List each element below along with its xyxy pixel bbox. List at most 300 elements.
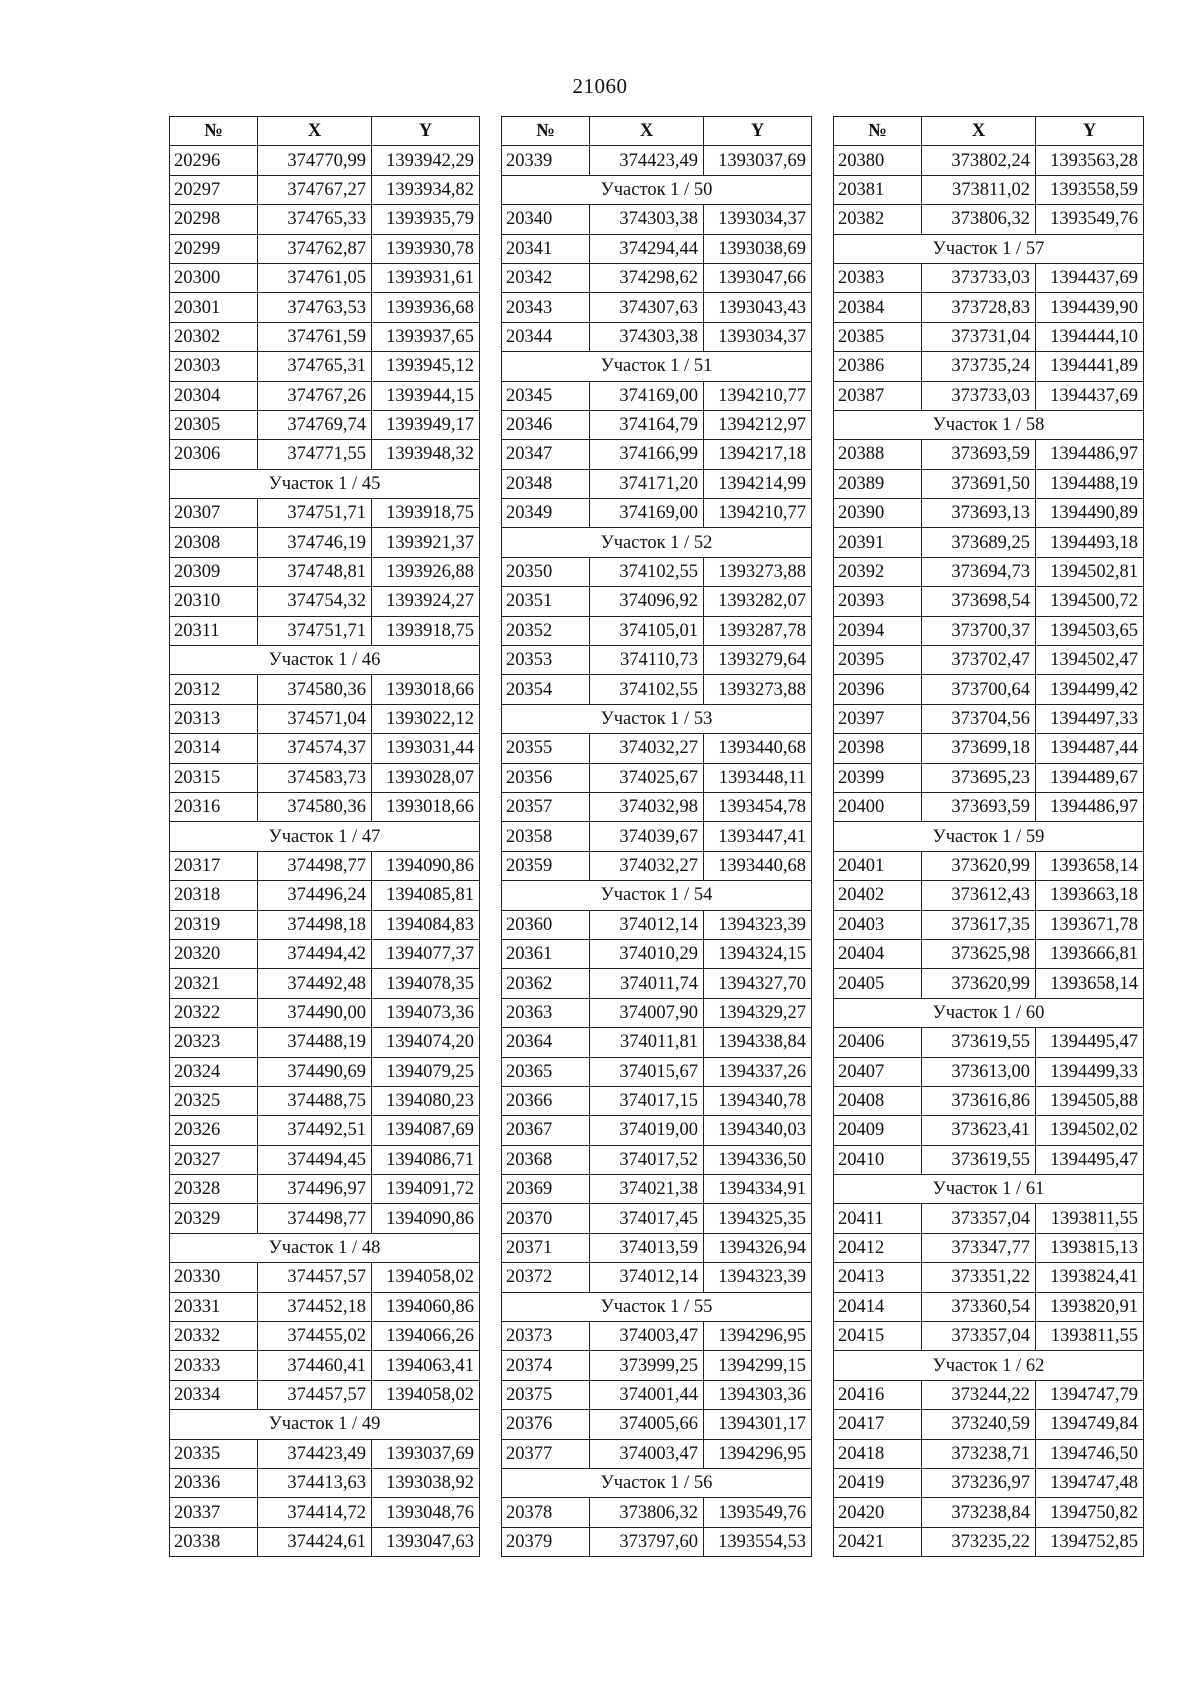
point-number: 20311 <box>170 616 258 645</box>
x-coordinate: 374574,37 <box>258 734 372 763</box>
table-row <box>502 675 812 704</box>
y-coordinate: 1394325,35 <box>704 1204 812 1233</box>
x-coordinate: 374496,97 <box>258 1175 372 1204</box>
point-number: 20330 <box>170 1263 258 1292</box>
header-y: Y <box>1036 117 1144 146</box>
point-number: 20371 <box>502 1233 590 1262</box>
x-coordinate: 374490,69 <box>258 1057 372 1086</box>
y-coordinate: 1393558,59 <box>1036 175 1144 204</box>
y-coordinate: 1394340,03 <box>704 1116 812 1145</box>
point-number: 20353 <box>502 646 590 675</box>
table-header-row <box>834 117 1144 146</box>
table-row <box>170 734 480 763</box>
point-number: 20384 <box>834 293 922 322</box>
plot-section-row <box>502 881 812 910</box>
point-number: 20416 <box>834 1380 922 1409</box>
x-coordinate: 374169,00 <box>590 381 704 410</box>
point-number: 20409 <box>834 1116 922 1145</box>
plot-section-row <box>502 1292 812 1321</box>
plot-section-row <box>502 704 812 733</box>
y-coordinate: 1394086,71 <box>372 1145 480 1174</box>
x-coordinate: 373693,59 <box>922 792 1036 821</box>
table-row <box>170 675 480 704</box>
y-coordinate: 1394337,26 <box>704 1057 812 1086</box>
x-coordinate: 373704,56 <box>922 704 1036 733</box>
point-number: 20368 <box>502 1145 590 1174</box>
y-coordinate: 1393820,91 <box>1036 1292 1144 1321</box>
plot-label: Участок 1 / 61 <box>834 1175 1144 1204</box>
table-body <box>502 146 812 1557</box>
table-row <box>502 146 812 175</box>
header-x: X <box>590 117 704 146</box>
table-row <box>170 969 480 998</box>
point-number: 20410 <box>834 1145 922 1174</box>
point-number: 20413 <box>834 1263 922 1292</box>
point-number: 20356 <box>502 763 590 792</box>
x-coordinate: 374488,75 <box>258 1086 372 1115</box>
y-coordinate: 1393037,69 <box>372 1439 480 1468</box>
point-number: 20302 <box>170 322 258 351</box>
table-row <box>170 1468 480 1497</box>
plot-section-row <box>834 234 1144 263</box>
table-row <box>170 998 480 1027</box>
plot-section-row <box>834 998 1144 1027</box>
table-row <box>834 557 1144 586</box>
point-number: 20331 <box>170 1292 258 1321</box>
y-coordinate: 1394210,77 <box>704 381 812 410</box>
table-row <box>502 1116 812 1145</box>
x-coordinate: 374746,19 <box>258 528 372 557</box>
y-coordinate: 1394323,39 <box>704 1263 812 1292</box>
y-coordinate: 1393447,41 <box>704 822 812 851</box>
point-number: 20375 <box>502 1380 590 1409</box>
y-coordinate: 1393038,92 <box>372 1468 480 1497</box>
table-row <box>170 1527 480 1556</box>
point-number: 20389 <box>834 469 922 498</box>
x-coordinate: 374096,92 <box>590 587 704 616</box>
y-coordinate: 1394750,82 <box>1036 1498 1144 1527</box>
table-row <box>170 1028 480 1057</box>
x-coordinate: 374571,04 <box>258 704 372 733</box>
point-number: 20349 <box>502 499 590 528</box>
point-number: 20341 <box>502 234 590 263</box>
x-coordinate: 374771,55 <box>258 440 372 469</box>
x-coordinate: 373806,32 <box>590 1498 704 1527</box>
x-coordinate: 373702,47 <box>922 646 1036 675</box>
point-number: 20319 <box>170 910 258 939</box>
table-row <box>502 1175 812 1204</box>
table-row <box>834 1322 1144 1351</box>
point-number: 20361 <box>502 939 590 968</box>
x-coordinate: 374021,38 <box>590 1175 704 1204</box>
y-coordinate: 1393549,76 <box>704 1498 812 1527</box>
point-number: 20301 <box>170 293 258 322</box>
x-coordinate: 374767,27 <box>258 175 372 204</box>
point-number: 20342 <box>502 263 590 292</box>
y-coordinate: 1394324,15 <box>704 939 812 968</box>
x-coordinate: 374010,29 <box>590 939 704 968</box>
table-row <box>170 205 480 234</box>
point-number: 20296 <box>170 146 258 175</box>
y-coordinate: 1393934,82 <box>372 175 480 204</box>
table-row <box>170 528 480 557</box>
x-coordinate: 374762,87 <box>258 234 372 263</box>
y-coordinate: 1394060,86 <box>372 1292 480 1321</box>
x-coordinate: 374013,59 <box>590 1233 704 1262</box>
x-coordinate: 373700,64 <box>922 675 1036 704</box>
y-coordinate: 1393037,69 <box>704 146 812 175</box>
y-coordinate: 1393930,78 <box>372 234 480 263</box>
x-coordinate: 373616,86 <box>922 1086 1036 1115</box>
y-coordinate: 1394085,81 <box>372 881 480 910</box>
table-row <box>834 352 1144 381</box>
table-row <box>170 234 480 263</box>
table-row <box>502 792 812 821</box>
y-coordinate: 1394487,44 <box>1036 734 1144 763</box>
x-coordinate: 373693,13 <box>922 499 1036 528</box>
table-row <box>502 763 812 792</box>
table-row <box>502 969 812 998</box>
table-row <box>834 763 1144 792</box>
x-coordinate: 373619,55 <box>922 1028 1036 1057</box>
y-coordinate: 1394301,17 <box>704 1410 812 1439</box>
table-row <box>170 704 480 733</box>
x-coordinate: 374488,19 <box>258 1028 372 1057</box>
table-row <box>502 322 812 351</box>
y-coordinate: 1393279,64 <box>704 646 812 675</box>
x-coordinate: 373236,97 <box>922 1468 1036 1497</box>
y-coordinate: 1394296,95 <box>704 1322 812 1351</box>
x-coordinate: 374424,61 <box>258 1527 372 1556</box>
table-row <box>502 1527 812 1556</box>
table-row <box>170 557 480 586</box>
plot-section-row <box>834 822 1144 851</box>
table-row <box>170 792 480 821</box>
x-coordinate: 374767,26 <box>258 381 372 410</box>
table-row <box>834 851 1144 880</box>
table-row <box>834 381 1144 410</box>
point-number: 20415 <box>834 1322 922 1351</box>
point-number: 20336 <box>170 1468 258 1497</box>
plot-label: Участок 1 / 60 <box>834 998 1144 1027</box>
table-row <box>502 1351 812 1380</box>
table-row <box>502 646 812 675</box>
header-number: № <box>502 117 590 146</box>
point-number: 20332 <box>170 1322 258 1351</box>
table-row <box>170 1380 480 1409</box>
x-coordinate: 374001,44 <box>590 1380 704 1409</box>
coordinates-table-2 <box>501 116 812 1557</box>
y-coordinate: 1394090,86 <box>372 851 480 880</box>
x-coordinate: 373240,59 <box>922 1410 1036 1439</box>
table-row <box>502 1145 812 1174</box>
y-coordinate: 1393936,68 <box>372 293 480 322</box>
y-coordinate: 1394747,79 <box>1036 1380 1144 1409</box>
table-row <box>170 293 480 322</box>
x-coordinate: 374423,49 <box>590 146 704 175</box>
point-number: 20403 <box>834 910 922 939</box>
x-coordinate: 374005,66 <box>590 1410 704 1439</box>
x-coordinate: 373617,35 <box>922 910 1036 939</box>
x-coordinate: 373700,37 <box>922 616 1036 645</box>
point-number: 20326 <box>170 1116 258 1145</box>
x-coordinate: 373698,54 <box>922 587 1036 616</box>
table-row <box>834 1410 1144 1439</box>
point-number: 20348 <box>502 469 590 498</box>
x-coordinate: 374003,47 <box>590 1322 704 1351</box>
table-row <box>834 263 1144 292</box>
x-coordinate: 374102,55 <box>590 557 704 586</box>
table-row <box>170 881 480 910</box>
y-coordinate: 1394326,94 <box>704 1233 812 1262</box>
table-row <box>502 616 812 645</box>
table-row <box>834 1057 1144 1086</box>
table-body <box>834 146 1144 1557</box>
y-coordinate: 1394091,72 <box>372 1175 480 1204</box>
point-number: 20351 <box>502 587 590 616</box>
point-number: 20379 <box>502 1527 590 1556</box>
table-row <box>170 1351 480 1380</box>
table-row <box>170 763 480 792</box>
point-number: 20308 <box>170 528 258 557</box>
point-number: 20321 <box>170 969 258 998</box>
y-coordinate: 1394296,95 <box>704 1439 812 1468</box>
x-coordinate: 374457,57 <box>258 1263 372 1292</box>
point-number: 20381 <box>834 175 922 204</box>
point-number: 20299 <box>170 234 258 263</box>
table-row <box>170 939 480 968</box>
plot-label: Участок 1 / 50 <box>502 175 812 204</box>
x-coordinate: 374765,31 <box>258 352 372 381</box>
x-coordinate: 373235,22 <box>922 1527 1036 1556</box>
point-number: 20382 <box>834 205 922 234</box>
x-coordinate: 373613,00 <box>922 1057 1036 1086</box>
x-coordinate: 374414,72 <box>258 1498 372 1527</box>
point-number: 20393 <box>834 587 922 616</box>
point-number: 20350 <box>502 557 590 586</box>
coordinates-table-3 <box>833 116 1144 1557</box>
point-number: 20421 <box>834 1527 922 1556</box>
table-row <box>834 1086 1144 1115</box>
point-number: 20400 <box>834 792 922 821</box>
point-number: 20324 <box>170 1057 258 1086</box>
table-row <box>834 704 1144 733</box>
plot-section-row <box>834 1175 1144 1204</box>
y-coordinate: 1394499,33 <box>1036 1057 1144 1086</box>
point-number: 20304 <box>170 381 258 410</box>
header-y: Y <box>372 117 480 146</box>
point-number: 20325 <box>170 1086 258 1115</box>
x-coordinate: 373728,83 <box>922 293 1036 322</box>
x-coordinate: 374011,74 <box>590 969 704 998</box>
x-coordinate: 373735,24 <box>922 352 1036 381</box>
y-coordinate: 1394752,85 <box>1036 1527 1144 1556</box>
point-number: 20406 <box>834 1028 922 1057</box>
x-coordinate: 373733,03 <box>922 381 1036 410</box>
table-row <box>834 969 1144 998</box>
point-number: 20380 <box>834 146 922 175</box>
y-coordinate: 1393942,29 <box>372 146 480 175</box>
point-number: 20334 <box>170 1380 258 1409</box>
point-number: 20377 <box>502 1439 590 1468</box>
point-number: 20347 <box>502 440 590 469</box>
y-coordinate: 1394299,15 <box>704 1351 812 1380</box>
x-coordinate: 373238,71 <box>922 1439 1036 1468</box>
point-number: 20370 <box>502 1204 590 1233</box>
table-row <box>834 440 1144 469</box>
table-row <box>170 322 480 351</box>
table-row <box>834 881 1144 910</box>
y-coordinate: 1393273,88 <box>704 675 812 704</box>
point-number: 20395 <box>834 646 922 675</box>
y-coordinate: 1394503,65 <box>1036 616 1144 645</box>
x-coordinate: 374105,01 <box>590 616 704 645</box>
point-number: 20315 <box>170 763 258 792</box>
point-number: 20322 <box>170 998 258 1027</box>
x-coordinate: 374294,44 <box>590 234 704 263</box>
y-coordinate: 1393448,11 <box>704 763 812 792</box>
y-coordinate: 1393440,68 <box>704 851 812 880</box>
table-row <box>834 1380 1144 1409</box>
x-coordinate: 373695,23 <box>922 763 1036 792</box>
y-coordinate: 1393949,17 <box>372 410 480 439</box>
table-row <box>170 1116 480 1145</box>
y-coordinate: 1394340,78 <box>704 1086 812 1115</box>
table-row <box>170 1086 480 1115</box>
point-number: 20362 <box>502 969 590 998</box>
point-number: 20401 <box>834 851 922 880</box>
point-number: 20358 <box>502 822 590 851</box>
x-coordinate: 374460,41 <box>258 1351 372 1380</box>
x-coordinate: 373999,25 <box>590 1351 704 1380</box>
x-coordinate: 374032,27 <box>590 851 704 880</box>
table-row <box>834 146 1144 175</box>
table-row <box>502 587 812 616</box>
table-row <box>502 734 812 763</box>
x-coordinate: 373612,43 <box>922 881 1036 910</box>
point-number: 20355 <box>502 734 590 763</box>
y-coordinate: 1393948,32 <box>372 440 480 469</box>
y-coordinate: 1394336,50 <box>704 1145 812 1174</box>
plot-label: Участок 1 / 46 <box>170 646 480 675</box>
point-number: 20303 <box>170 352 258 381</box>
x-coordinate: 373357,04 <box>922 1204 1036 1233</box>
y-coordinate: 1393918,75 <box>372 616 480 645</box>
y-coordinate: 1393034,37 <box>704 322 812 351</box>
x-coordinate: 374769,74 <box>258 410 372 439</box>
table-row <box>170 381 480 410</box>
x-coordinate: 374032,98 <box>590 792 704 821</box>
y-coordinate: 1394486,97 <box>1036 440 1144 469</box>
x-coordinate: 373360,54 <box>922 1292 1036 1321</box>
x-coordinate: 374011,81 <box>590 1028 704 1057</box>
point-number: 20298 <box>170 205 258 234</box>
x-coordinate: 374754,32 <box>258 587 372 616</box>
plot-section-row <box>170 646 480 675</box>
y-coordinate: 1394084,83 <box>372 910 480 939</box>
y-coordinate: 1394323,39 <box>704 910 812 939</box>
point-number: 20346 <box>502 410 590 439</box>
point-number: 20312 <box>170 675 258 704</box>
table-row <box>834 175 1144 204</box>
y-coordinate: 1393287,78 <box>704 616 812 645</box>
plot-section-row <box>502 528 812 557</box>
y-coordinate: 1393935,79 <box>372 205 480 234</box>
y-coordinate: 1393549,76 <box>1036 205 1144 234</box>
y-coordinate: 1394497,33 <box>1036 704 1144 733</box>
y-coordinate: 1394490,89 <box>1036 499 1144 528</box>
y-coordinate: 1394437,69 <box>1036 263 1144 292</box>
x-coordinate: 373625,98 <box>922 939 1036 968</box>
point-number: 20378 <box>502 1498 590 1527</box>
table-header-row <box>170 117 480 146</box>
x-coordinate: 374498,77 <box>258 851 372 880</box>
y-coordinate: 1394746,50 <box>1036 1439 1144 1468</box>
y-coordinate: 1393031,44 <box>372 734 480 763</box>
table-row <box>834 910 1144 939</box>
y-coordinate: 1393924,27 <box>372 587 480 616</box>
y-coordinate: 1394749,84 <box>1036 1410 1144 1439</box>
x-coordinate: 373694,73 <box>922 557 1036 586</box>
y-coordinate: 1393047,66 <box>704 263 812 292</box>
plot-section-row <box>170 1233 480 1262</box>
table-row <box>170 1498 480 1527</box>
x-coordinate: 374102,55 <box>590 675 704 704</box>
plot-section-row <box>834 1351 1144 1380</box>
y-coordinate: 1394493,18 <box>1036 528 1144 557</box>
y-coordinate: 1394489,67 <box>1036 763 1144 792</box>
point-number: 20328 <box>170 1175 258 1204</box>
y-coordinate: 1394502,47 <box>1036 646 1144 675</box>
x-coordinate: 374494,45 <box>258 1145 372 1174</box>
point-number: 20360 <box>502 910 590 939</box>
header-number: № <box>834 117 922 146</box>
point-number: 20386 <box>834 352 922 381</box>
x-coordinate: 373623,41 <box>922 1116 1036 1145</box>
table-row <box>170 410 480 439</box>
x-coordinate: 374012,14 <box>590 910 704 939</box>
coordinates-table-1 <box>169 116 480 1557</box>
plot-section-row <box>502 352 812 381</box>
y-coordinate: 1393658,14 <box>1036 969 1144 998</box>
y-coordinate: 1394058,02 <box>372 1263 480 1292</box>
y-coordinate: 1393658,14 <box>1036 851 1144 880</box>
table-row <box>170 1145 480 1174</box>
y-coordinate: 1393921,37 <box>372 528 480 557</box>
plot-label: Участок 1 / 54 <box>502 881 812 910</box>
table-row <box>834 734 1144 763</box>
table-body <box>170 146 480 1557</box>
table-row <box>170 587 480 616</box>
y-coordinate: 1394210,77 <box>704 499 812 528</box>
point-number: 20338 <box>170 1527 258 1556</box>
x-coordinate: 374580,36 <box>258 792 372 821</box>
table-row <box>170 352 480 381</box>
table-row <box>502 822 812 851</box>
y-coordinate: 1394495,47 <box>1036 1028 1144 1057</box>
table-row <box>502 1380 812 1409</box>
point-number: 20411 <box>834 1204 922 1233</box>
y-coordinate: 1393018,66 <box>372 675 480 704</box>
point-number: 20317 <box>170 851 258 880</box>
point-number: 20357 <box>502 792 590 821</box>
plot-section-row <box>170 1410 480 1439</box>
point-number: 20404 <box>834 939 922 968</box>
table-row <box>502 263 812 292</box>
table-row <box>502 851 812 880</box>
plot-label: Участок 1 / 53 <box>502 704 812 733</box>
point-number: 20399 <box>834 763 922 792</box>
